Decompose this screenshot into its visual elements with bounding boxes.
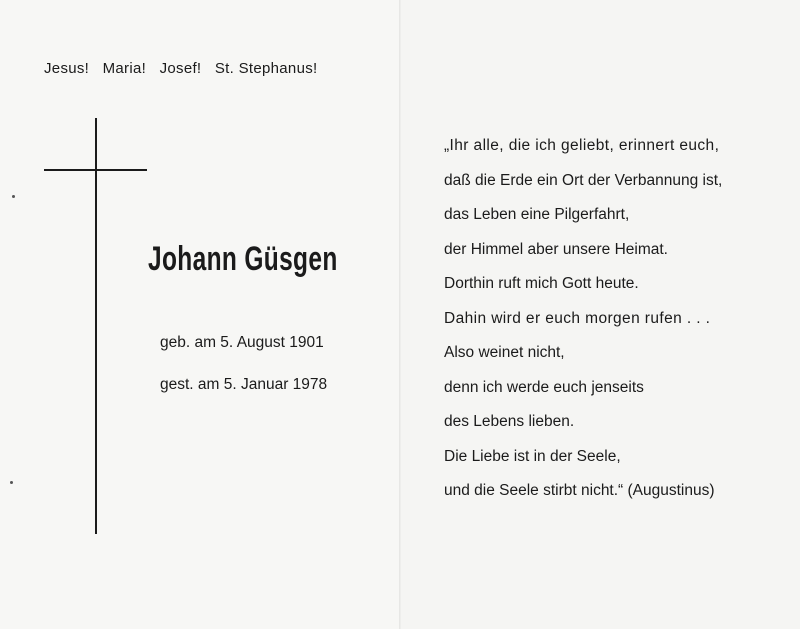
deceased-name: Johann Güsgen bbox=[148, 240, 338, 278]
invocation-stephanus: St. Stephanus! bbox=[214, 60, 318, 77]
poem-line: der Himmel aber unsere Heimat. bbox=[444, 240, 668, 258]
invocation-maria: Maria! bbox=[102, 60, 147, 77]
poem-line: Also weinet nicht, bbox=[444, 344, 565, 361]
birth-date: geb. am 5. August 1901 bbox=[160, 334, 324, 351]
poem-line: und die Seele stirbt nicht.“ (Augustinus) bbox=[444, 482, 715, 499]
poem-quote bbox=[444, 136, 722, 516]
invocation-josef: Josef! bbox=[159, 60, 202, 77]
card-fold bbox=[399, 0, 401, 629]
poem-line: denn ich werde euch jenseits bbox=[444, 378, 644, 396]
death-date: gest. am 5. Januar 1978 bbox=[160, 376, 328, 393]
poem-line: das Leben eine Pilgerfahrt, bbox=[444, 206, 630, 223]
poem-line: daß die Erde ein Ort der Verbannung ist, bbox=[444, 171, 723, 189]
poem-line: des Lebens lieben. bbox=[444, 413, 575, 430]
paper-speck bbox=[12, 195, 15, 198]
invocation-line bbox=[44, 60, 326, 77]
paper-speck bbox=[10, 481, 13, 484]
poem-line: „Ihr alle, die ich geliebt, erinnert euch, bbox=[444, 137, 720, 154]
cross-icon bbox=[95, 118, 97, 534]
poem-line: Dorthin ruft mich Gott heute. bbox=[444, 275, 639, 292]
invocation-jesus: Jesus! bbox=[44, 60, 90, 77]
poem-line: Dahin wird er euch morgen rufen . . . bbox=[444, 309, 711, 327]
poem-line: Die Liebe ist in der Seele, bbox=[444, 447, 621, 465]
cross-icon-bar bbox=[44, 169, 147, 171]
